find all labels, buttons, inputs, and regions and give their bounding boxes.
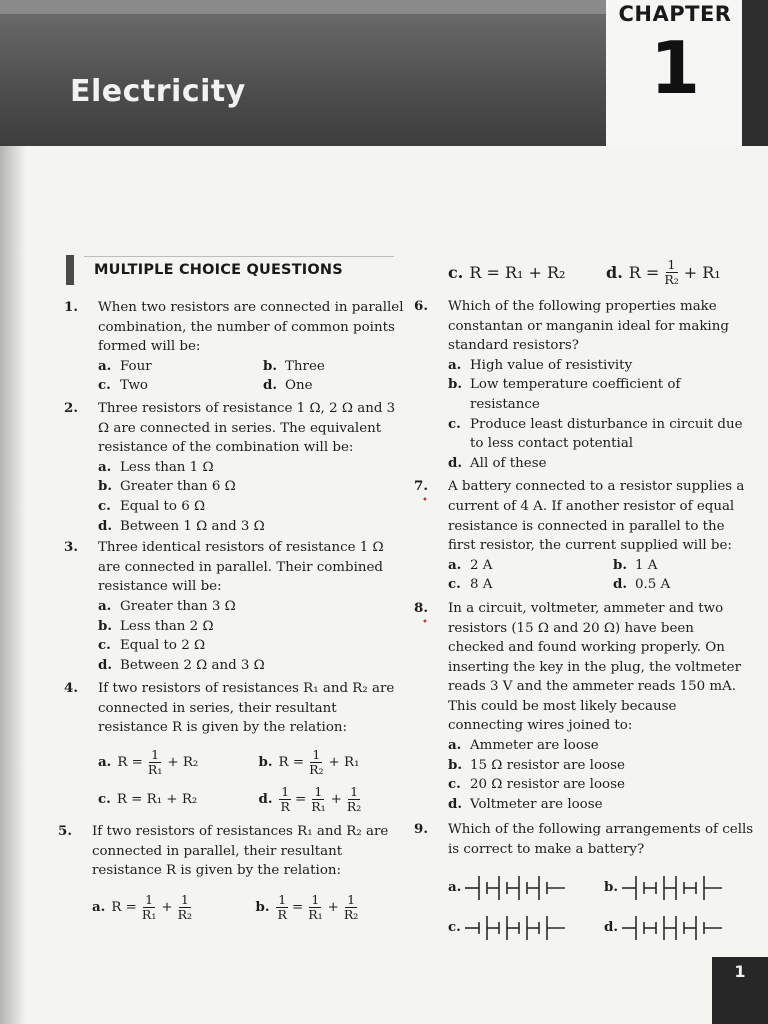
question-2 bbox=[64, 399, 409, 536]
fraction bbox=[306, 893, 324, 922]
question-number: 8. bbox=[414, 599, 428, 616]
option-label: c. bbox=[98, 377, 111, 394]
option-b bbox=[259, 748, 410, 777]
red-mark: • bbox=[422, 495, 428, 507]
numerator: 1 bbox=[180, 891, 189, 907]
option-label: b. bbox=[258, 753, 273, 770]
fraction bbox=[279, 785, 292, 814]
plus-sign: + bbox=[327, 899, 339, 915]
options-row-1 bbox=[98, 748, 409, 777]
option-label: b. bbox=[448, 756, 463, 773]
option-c bbox=[448, 775, 754, 795]
denominator: R₂ bbox=[346, 799, 362, 815]
option-text: Voltmeter are loose bbox=[470, 796, 603, 812]
option-d bbox=[448, 454, 754, 474]
option-d bbox=[604, 910, 754, 946]
denominator: R₁ bbox=[147, 762, 163, 778]
option-text: 15 Ω resistor are loose bbox=[470, 757, 625, 773]
option-label: a. bbox=[98, 357, 112, 374]
question-4 bbox=[64, 679, 409, 814]
question-text: Three identical resistors of resistance 1 Ω are connected in parallel. Their combined resistance will be: bbox=[98, 540, 384, 595]
formula-term: + R₁ bbox=[683, 263, 721, 282]
plus-sign: + bbox=[161, 899, 173, 915]
option-text: 20 Ω resistor are loose bbox=[470, 777, 625, 793]
option-text: Low temperature coefficient of resistance bbox=[470, 377, 681, 412]
options bbox=[448, 556, 754, 595]
option-d bbox=[448, 795, 754, 815]
option-c bbox=[98, 497, 409, 517]
numerator: 1 bbox=[312, 747, 321, 763]
question-number: 9. bbox=[414, 821, 428, 838]
red-mark: • bbox=[422, 616, 428, 628]
chapter-label: CHAPTER bbox=[618, 2, 732, 26]
question-number: 6. bbox=[414, 298, 428, 314]
equals-sign: = bbox=[294, 791, 307, 807]
question-5 bbox=[58, 822, 409, 922]
formula-term: + R₁ bbox=[328, 754, 360, 770]
question-text: In a circuit, voltmeter, ammeter and two resistors (15 Ω and 20 Ω) have been checked and found working properly. On inserting the key in the plug, the voltmeter reads 3 V and the ammeter reads 150 mA. This could be most likely because connecting wires joined to: bbox=[448, 600, 741, 734]
formula-term: R = bbox=[117, 754, 143, 770]
question-number: 4. bbox=[64, 680, 78, 697]
options bbox=[98, 357, 409, 396]
option-label: c. bbox=[448, 415, 461, 432]
option-label: b. bbox=[448, 376, 463, 393]
option-label: b. bbox=[613, 556, 628, 573]
option-label: a. bbox=[98, 458, 112, 475]
option-label: b. bbox=[98, 617, 113, 634]
option-b bbox=[448, 756, 754, 776]
denominator: R₂ bbox=[177, 906, 193, 922]
question-8 bbox=[414, 599, 754, 815]
option-text: 2 A bbox=[470, 557, 493, 573]
option-label: d. bbox=[263, 377, 278, 394]
option-text: Less than 1 Ω bbox=[120, 459, 214, 475]
question-1 bbox=[64, 298, 409, 396]
option-label: a. bbox=[448, 737, 462, 754]
option-a bbox=[98, 458, 409, 478]
option-label: d. bbox=[98, 656, 113, 673]
question-text: Which of the following properties make constantan or manganin ideal for making standard resistors? bbox=[448, 299, 729, 354]
option-a bbox=[448, 736, 754, 756]
left-column bbox=[58, 298, 409, 930]
chapter-number: 1 bbox=[649, 26, 701, 110]
option-text: Less than 2 Ω bbox=[120, 618, 214, 634]
formula-term: + R₂ bbox=[167, 754, 199, 770]
question-text: Which of the following arrangements of cells is correct to make a battery? bbox=[448, 822, 754, 858]
numerator: 1 bbox=[314, 784, 323, 800]
question-6 bbox=[414, 297, 754, 473]
option-label: c. bbox=[448, 263, 464, 282]
fraction bbox=[140, 893, 158, 922]
right-column bbox=[414, 258, 754, 950]
fraction bbox=[342, 893, 360, 922]
option-text: 1 A bbox=[635, 557, 658, 573]
option-label: b. bbox=[255, 898, 270, 915]
option-label: c. bbox=[98, 637, 111, 654]
option-label: d. bbox=[604, 918, 619, 935]
question-7 bbox=[414, 477, 754, 595]
fraction bbox=[276, 893, 289, 922]
option-c bbox=[448, 415, 754, 454]
formula bbox=[276, 893, 361, 922]
option-a bbox=[448, 870, 598, 906]
option-label: a. bbox=[98, 753, 112, 770]
option-text: Equal to 2 Ω bbox=[120, 638, 206, 654]
option-label: b. bbox=[98, 478, 113, 495]
chapter-title: Electricity bbox=[70, 74, 246, 109]
option-label: a. bbox=[92, 898, 106, 915]
options-row-2 bbox=[98, 785, 409, 814]
option-label: c. bbox=[98, 790, 111, 807]
options bbox=[448, 736, 754, 814]
option-a bbox=[98, 748, 249, 777]
option-c bbox=[98, 636, 409, 656]
denominator: R₁ bbox=[311, 799, 326, 815]
option-c bbox=[448, 263, 596, 282]
option-text: Produce least disturbance in circuit due to less contact potential bbox=[470, 416, 743, 452]
fraction bbox=[176, 893, 194, 922]
formula bbox=[111, 893, 194, 922]
battery-diagram-icon bbox=[622, 910, 750, 946]
fraction bbox=[307, 748, 325, 777]
section-marker bbox=[66, 255, 74, 285]
option-text: Three bbox=[285, 358, 325, 374]
option-text: Greater than 3 Ω bbox=[120, 598, 236, 614]
option-d bbox=[259, 785, 410, 814]
option-text: Two bbox=[120, 378, 148, 394]
binding-shadow bbox=[0, 0, 26, 1024]
numerator: 1 bbox=[281, 784, 290, 800]
option-a bbox=[92, 893, 246, 922]
option-text: 8 A bbox=[470, 577, 493, 593]
option-label: a. bbox=[448, 878, 462, 895]
option-b bbox=[604, 870, 754, 906]
numerator: 1 bbox=[347, 891, 356, 907]
battery-diagram-icon bbox=[465, 910, 593, 946]
option-a bbox=[448, 556, 613, 576]
numerator: 1 bbox=[278, 891, 287, 907]
formula bbox=[279, 748, 360, 777]
option-a bbox=[98, 357, 263, 377]
formula-term: R = bbox=[628, 263, 660, 282]
option-label: c. bbox=[448, 576, 461, 593]
option-b bbox=[613, 556, 763, 576]
option-b bbox=[98, 617, 409, 637]
question-text: If two resistors of resistances R₁ and R₂ are connected in series, their resultant resistance R is given by the relation: bbox=[98, 681, 395, 736]
cell-options-row-2 bbox=[448, 910, 754, 946]
numerator: 1 bbox=[350, 784, 359, 800]
option-text: All of these bbox=[470, 455, 547, 471]
denominator: R₂ bbox=[343, 906, 359, 922]
battery-diagram-icon bbox=[622, 870, 750, 906]
option-text: 0.5 A bbox=[635, 577, 671, 593]
denominator: R₂ bbox=[309, 762, 324, 778]
question-text: When two resistors are connected in parallel combination, the number of common points formed will be: bbox=[98, 300, 404, 355]
option-d bbox=[613, 575, 763, 595]
fraction bbox=[146, 748, 164, 777]
option-label: c. bbox=[448, 918, 461, 935]
formula: R = R₁ + R₂ bbox=[116, 791, 198, 807]
option-text: Equal to 6 Ω bbox=[120, 498, 206, 514]
formula bbox=[279, 785, 364, 814]
option-label: c. bbox=[98, 497, 111, 514]
fraction bbox=[309, 785, 327, 814]
option-text: Four bbox=[120, 358, 152, 374]
option-label: a. bbox=[448, 556, 462, 573]
numerator: 1 bbox=[667, 257, 676, 272]
option-b bbox=[263, 357, 413, 377]
question-3 bbox=[64, 538, 409, 675]
denominator: R₂ bbox=[664, 272, 679, 287]
denominator: R bbox=[280, 799, 290, 815]
question-text: A battery connected to a resistor supplies a current of 4 A. If another resistor of equal resistance is connected in parallel to the first resistor, the current supplied will be: bbox=[448, 479, 745, 554]
question-number: 3. bbox=[64, 539, 78, 556]
formula: R = R₁ + R₂ bbox=[469, 263, 566, 282]
section-rule bbox=[84, 256, 394, 257]
section-heading: MULTIPLE CHOICE QUESTIONS bbox=[94, 262, 343, 278]
option-text: One bbox=[285, 378, 313, 394]
formula bbox=[117, 748, 198, 777]
option-b bbox=[448, 375, 754, 414]
plus-sign: + bbox=[330, 791, 342, 807]
question-number: 2. bbox=[64, 399, 78, 416]
numerator: 1 bbox=[145, 891, 154, 907]
option-label: b. bbox=[604, 878, 619, 895]
option-label: d. bbox=[258, 790, 273, 807]
question-5-options-continued bbox=[448, 258, 754, 287]
question-text: Three resistors of resistance 1 Ω, 2 Ω and 3 Ω are connected in series. The equivalent resistance of the combination will be: bbox=[98, 400, 396, 456]
option-label: c. bbox=[448, 776, 461, 793]
numerator: 1 bbox=[311, 891, 320, 907]
option-label: d. bbox=[606, 263, 623, 282]
option-c bbox=[448, 910, 598, 946]
denominator: R₁ bbox=[141, 906, 157, 922]
option-c bbox=[98, 376, 263, 396]
option-d bbox=[263, 376, 413, 396]
option-label: a. bbox=[448, 356, 462, 373]
option-b bbox=[256, 893, 410, 922]
numerator: 1 bbox=[151, 747, 160, 763]
options bbox=[448, 356, 754, 474]
option-d bbox=[98, 656, 409, 676]
fraction bbox=[345, 785, 363, 814]
options bbox=[98, 597, 409, 675]
option-label: b. bbox=[263, 357, 278, 374]
question-text: If two resistors of resistances R₁ and R₂ are connected in parallel, their resultant resistance R is given by the relation: bbox=[92, 824, 389, 879]
option-c bbox=[448, 575, 613, 595]
formula bbox=[629, 258, 721, 287]
option-text: High value of resistivity bbox=[470, 357, 633, 373]
option-label: d. bbox=[613, 576, 628, 593]
formula-term: R = bbox=[111, 899, 137, 915]
option-label: d. bbox=[98, 517, 113, 534]
option-d bbox=[606, 258, 754, 287]
option-label: d. bbox=[448, 454, 463, 471]
cell-options-row-1 bbox=[448, 870, 754, 906]
page-edge bbox=[742, 0, 768, 146]
options bbox=[98, 458, 409, 536]
option-text: Between 2 Ω and 3 Ω bbox=[120, 657, 265, 673]
option-c bbox=[98, 790, 249, 810]
option-text: Ammeter are loose bbox=[470, 738, 599, 754]
options-row-1 bbox=[92, 893, 409, 922]
option-d bbox=[98, 517, 409, 537]
fraction bbox=[662, 258, 680, 287]
page-number: 1 bbox=[734, 962, 746, 981]
question-9 bbox=[414, 820, 754, 945]
option-text: Between 1 Ω and 3 Ω bbox=[120, 518, 265, 534]
question-number: 5. bbox=[58, 823, 72, 840]
denominator: R₁ bbox=[308, 906, 323, 922]
question-number: 1. bbox=[64, 299, 78, 315]
option-a bbox=[98, 597, 409, 617]
option-label: a. bbox=[98, 597, 112, 614]
option-label: d. bbox=[448, 795, 463, 812]
option-b bbox=[98, 477, 409, 497]
denominator: R bbox=[277, 906, 287, 922]
equals-sign: = bbox=[291, 899, 304, 915]
battery-diagram-icon bbox=[465, 870, 593, 906]
formula-term: R = bbox=[278, 754, 305, 770]
option-text: Greater than 6 Ω bbox=[120, 479, 236, 495]
question-number: 7. bbox=[414, 478, 428, 495]
option-a bbox=[448, 356, 754, 376]
